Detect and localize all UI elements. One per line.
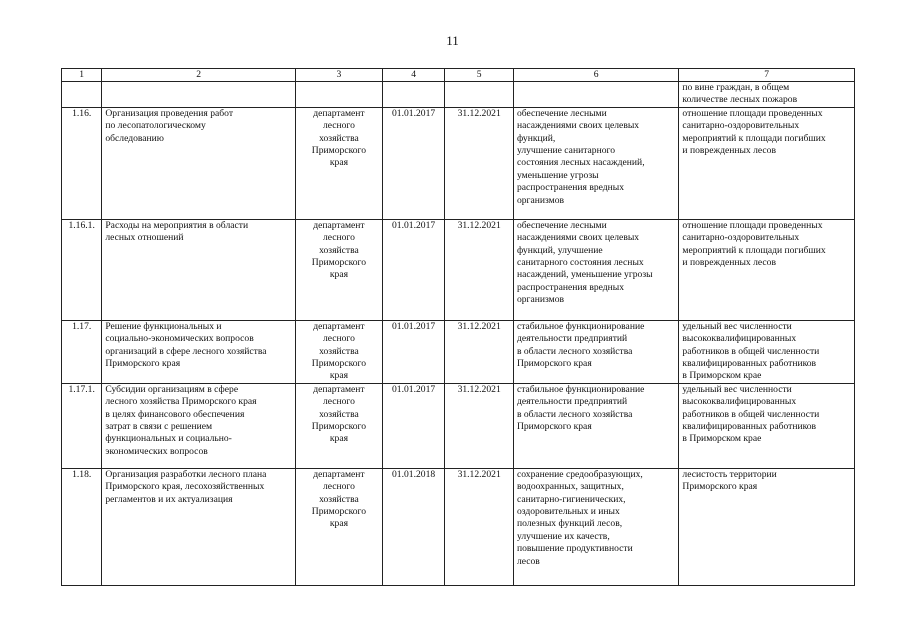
row-indicator: отношение площади проведенных санитарно-оздоровительных мероприятий к площади погибших и поврежденных лесов: [679, 107, 855, 219]
header-cell: 7: [679, 69, 855, 82]
row-indicator: лесистость территории Приморского края: [679, 468, 855, 585]
row-end-date: 31.12.2021: [445, 383, 514, 468]
row-start-date: 01.01.2017: [382, 107, 445, 219]
row-indicator: удельный вес численности высококвалифицированных работников в общей численности квалифицированных работников в Приморском крае: [679, 320, 855, 383]
row-result: сохранение средообразующих, водоохранных, защитных, санитарно-гигиенических, оздоровительных и иных полезных функций лесов, улучшение их качеств, повышение продуктивности лесов: [513, 468, 678, 585]
row-name: Организация проведения работ по лесопатологическому обследованию: [102, 107, 296, 219]
row-result: обеспечение лесными насаждениями своих целевых функций, улучшение санитарного состояния лесных насаждений, уменьшение угрозы распространения вредных организмов: [513, 219, 678, 320]
table-row: [62, 219, 855, 320]
row-start-date: 01.01.2017: [382, 383, 445, 468]
header-cell: 2: [102, 69, 296, 82]
row-result: стабильное функционирование деятельности предприятий в области лесного хозяйства Приморского края: [513, 320, 678, 383]
header-cell: 6: [513, 69, 678, 82]
row-result: обеспечение лесными насаждениями своих целевых функций, улучшение санитарного состояния лесных насаждений, уменьшение угрозы распространения вредных организмов: [513, 107, 678, 219]
continuation-row: [62, 82, 855, 108]
page-number: 11: [446, 33, 459, 48]
row-end-date: 31.12.2021: [445, 468, 514, 585]
row-end-date: 31.12.2021: [445, 107, 514, 219]
row-indicator: отношение площади проведенных санитарно-оздоровительных мероприятий к площади погибших и поврежденных лесов: [679, 219, 855, 320]
header-cell: 4: [382, 69, 445, 82]
header-cell: 1: [62, 69, 102, 82]
row-executor: департамент лесного хозяйства Приморского края: [296, 383, 383, 468]
header-cell: 5: [445, 69, 514, 82]
row-end-date: 31.12.2021: [445, 219, 514, 320]
row-start-date: 01.01.2017: [382, 320, 445, 383]
table-row: [62, 107, 855, 219]
row-executor: департамент лесного хозяйства Приморского края: [296, 219, 383, 320]
row-name: Расходы на мероприятия в области лесных отношений: [102, 219, 296, 320]
table-row: [62, 383, 855, 468]
row-executor: департамент лесного хозяйства Приморского края: [296, 468, 383, 585]
row-end-date: 31.12.2021: [445, 320, 514, 383]
row-result: стабильное функционирование деятельности предприятий в области лесного хозяйства Приморского края: [513, 383, 678, 468]
row-number: 1.16.1.: [62, 219, 102, 320]
header-cell: 3: [296, 69, 383, 82]
row-start-date: 01.01.2018: [382, 468, 445, 585]
row-executor: департамент лесного хозяйства Приморского края: [296, 107, 383, 219]
row-name: Решение функциональных и социально-экономических вопросов организаций в сфере лесного хозяйства Приморского края: [102, 320, 296, 383]
row-number: 1.18.: [62, 468, 102, 585]
row-name: Организация разработки лесного плана Приморского края, лесохозяйственных регламентов и их актуализация: [102, 468, 296, 585]
header-row: [62, 69, 855, 82]
row-number: 1.17.: [62, 320, 102, 383]
row-number: 1.17.1.: [62, 383, 102, 468]
continuation-indicator: по вине граждан, в общем количестве лесных пожаров: [679, 82, 855, 108]
row-executor: департамент лесного хозяйства Приморского края: [296, 320, 383, 383]
table-row: [62, 468, 855, 585]
row-indicator: удельный вес численности высококвалифицированных работников в общей численности квалифицированных работников в Приморском крае: [679, 383, 855, 468]
row-number: 1.16.: [62, 107, 102, 219]
row-name: Субсидии организациям в сфере лесного хозяйства Приморского края в целях финансового обеспечения затрат в связи с решением функциональных и социально- экономических вопросов: [102, 383, 296, 468]
row-start-date: 01.01.2017: [382, 219, 445, 320]
program-table: [61, 68, 855, 586]
table-row: [62, 320, 855, 383]
